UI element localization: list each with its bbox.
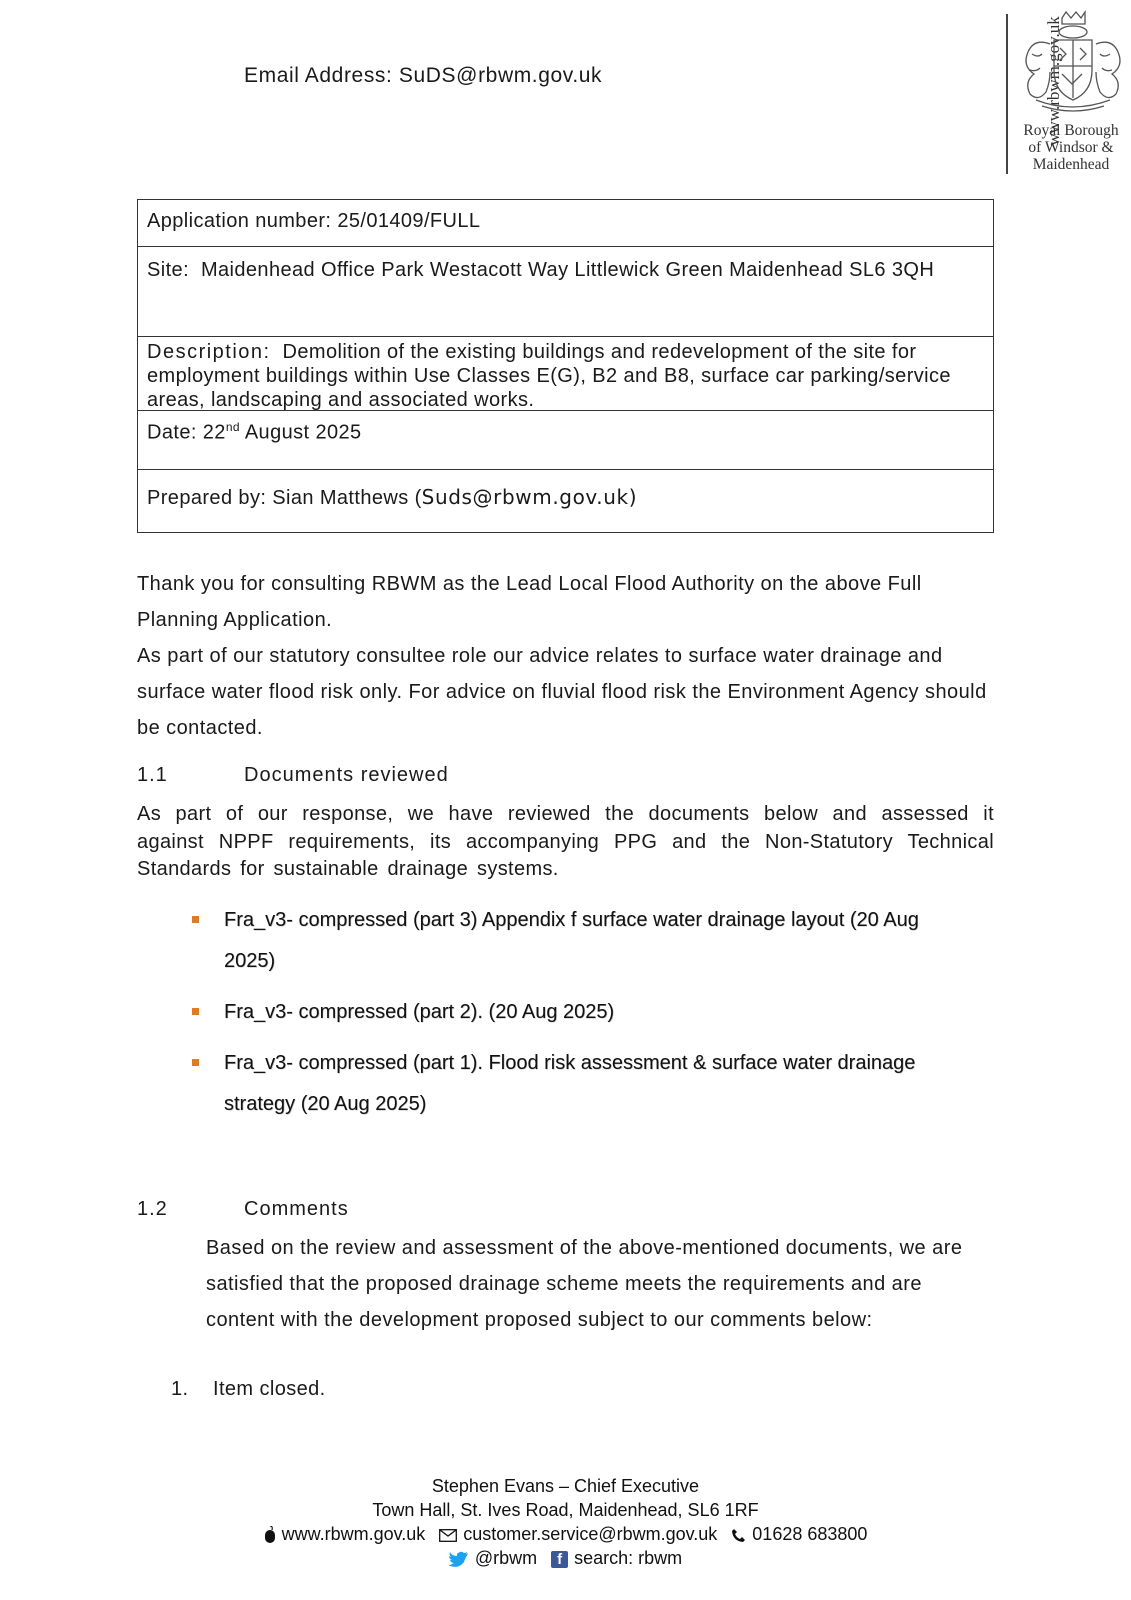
list-item: Fra_v3- compressed (part 2). (20 Aug 2025) [190, 992, 970, 1033]
intro-paragraph-2: As part of our statutory consultee role our advice relates to surface water drainage and surface water flood risk only. For advice on fluvial flood risk the Environment Agency should be contacted. [137, 645, 987, 739]
description-row: Description: Demolition of the existing buildings and redevelopment of the site for employment buildings within Use Classes E(G), B2 and B8, surface car parking/service areas, landscaping and associated works. [138, 337, 993, 411]
date-row: Date: 22nd August 2025 [138, 411, 993, 470]
coat-of-arms-icon [1012, 10, 1130, 118]
comment-item: 1. Item closed. [171, 1378, 326, 1400]
intro-paragraph-1: Thank you for consulting RBWM as the Lead Local Flood Authority on the above Full Planning Application. [137, 573, 922, 631]
section-1-1-text: As part of our response, we have reviewed the documents below and assessed it against NPPF requirements, its accompanying PPG and the Non-Statutory Technical Standards for sustainable drainage systems. [137, 803, 994, 880]
section-1-1-number: 1.1 [137, 764, 168, 786]
logo-council-name: Royal Borough of Windsor & Maidenhead [1023, 122, 1119, 173]
footer-website-link[interactable]: www.rbwm.gov.uk [281, 1524, 426, 1544]
footer-phone: 01628 683800 [752, 1524, 868, 1544]
facebook-icon: f [551, 1551, 568, 1568]
bullet-icon [192, 916, 199, 923]
documents-list [190, 900, 970, 1135]
footer-contacts [0, 1522, 1131, 1546]
footer-chief-executive: Stephen Evans – Chief Executive [431, 1476, 700, 1496]
mouse-icon [264, 1526, 276, 1544]
application-info-table [137, 199, 994, 533]
twitter-icon [449, 1551, 469, 1568]
logo-url-text: www.rbwm.gov.uk [1044, 16, 1063, 146]
prepared-by-email: Suds@rbwm.gov.uk [421, 485, 629, 509]
footer-facebook-search[interactable]: search: rbwm [574, 1548, 683, 1568]
section-1-2-title: Comments [244, 1198, 349, 1220]
header-email: Email Address: SuDS@rbwm.gov.uk [244, 64, 603, 87]
section-1-1-title: Documents reviewed [244, 764, 449, 786]
footer-social [0, 1546, 1131, 1570]
footer-twitter-handle[interactable]: @rbwm [474, 1548, 538, 1568]
section-1-2-text: Based on the review and assessment of the above-mentioned documents, we are satisfied that the proposed drainage scheme meets the requirements and are content with the development proposed subject to our comments below: [206, 1237, 963, 1331]
phone-icon [731, 1528, 746, 1543]
application-number-row: Application number: 25/01409/FULL [138, 200, 993, 247]
page-footer [0, 1474, 1131, 1570]
list-item: Fra_v3- compressed (part 3) Appendix f surface water drainage layout (20 Aug 2025) [190, 900, 970, 982]
site-row: Site: Maidenhead Office Park Westacott Way Littlewick Green Maidenhead SL6 3QH [138, 247, 993, 337]
bullet-icon [192, 1008, 199, 1015]
council-logo [976, 10, 1126, 175]
footer-email-link[interactable]: customer.service@rbwm.gov.uk [463, 1524, 718, 1544]
section-1-2-number: 1.2 [137, 1198, 168, 1220]
bullet-icon [192, 1059, 199, 1066]
envelope-icon [439, 1529, 457, 1542]
logo-divider [1006, 14, 1008, 174]
list-item: Fra_v3- compressed (part 1). Flood risk assessment & surface water drainage strategy (20 Aug 2025) [190, 1043, 970, 1125]
prepared-by-row: Prepared by: Sian Matthews (Suds@rbwm.gov.uk) [147, 485, 638, 509]
footer-address: Town Hall, St. Ives Road, Maidenhead, SL6 1RF [372, 1500, 759, 1520]
